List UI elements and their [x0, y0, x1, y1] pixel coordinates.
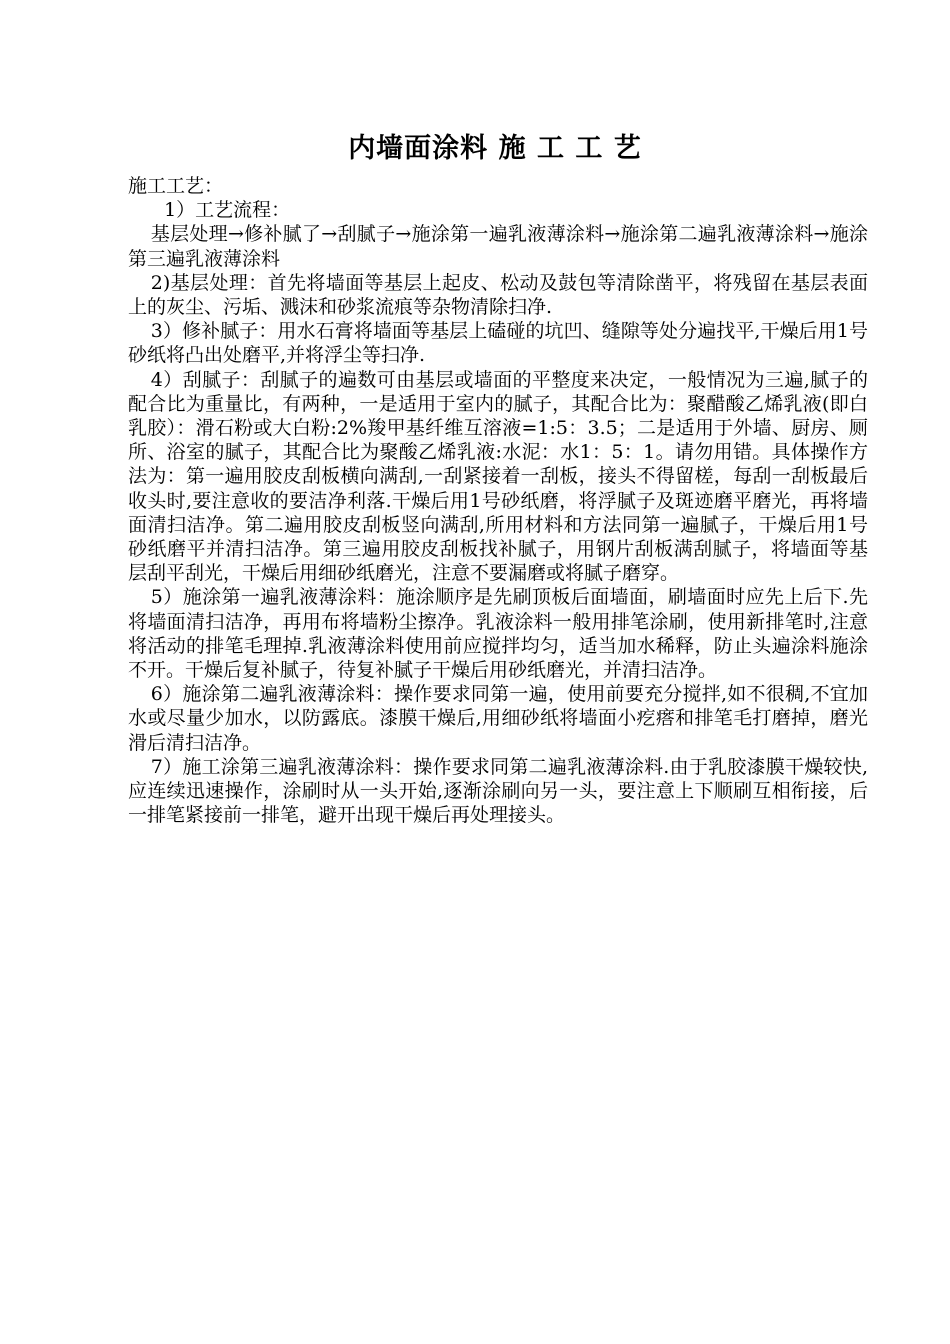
- document-title: 内墙面涂料 施 工 工 艺: [348, 133, 642, 164]
- paragraph-base-treatment: 2)基层处理：首先将墙面等基层上起皮、松动及鼓包等清除凿平，将残留在基层表面上的灰尘、污垢、溅沫和砂浆流痕等杂物清除扫净.: [128, 271, 868, 319]
- paragraph-scrape-putty: 4）刮腻子：刮腻子的遍数可由基层或墙面的平整度来决定，一般情况为三遍,腻子的配合比为重量比，有两种，一是适用于室内的腻子，其配合比为：聚醋酸乙烯乳液(即白乳胶）：滑石粉或大白粉:2%羧甲基纤维互溶液=1:5：3.5；二是适用于外墙、厨房、厕所、浴室的腻子，其配合比为聚酸乙烯乳液:水泥：水1：5：1。请勿用错。具体操作方法为：第一遍用胶皮刮板横向满刮,一刮紧接着一刮板，接头不得留槎，每刮一刮板最后收头时,要注意收的要洁净利落.干燥后用1号砂纸磨，将浮腻子及斑迹磨平磨光，再将墙面清扫洁净。第二遍用胶皮刮板竖向满刮,所用材料和方法同第一遍腻子，干燥后用1号砂纸磨平并清扫洁净。第三遍用胶皮刮板找补腻子，用钢片刮板满刮腻子，将墙面等基层刮平刮光，干燥后用细砂纸磨光，注意不要漏磨或将腻子磨穿。: [128, 368, 868, 585]
- section-heading: 施工工艺：: [128, 175, 224, 197]
- paragraph-first-coat: 5）施涂第一遍乳液薄涂料：施涂顺序是先刷顶板后面墙面，刷墙面时应先上后下.先将墙面清扫洁净，再用布将墙粉尘擦净。乳液涂料一般用排笔涂刷，使用新排笔时,注意将活动的排笔毛理掉.乳液薄涂料使用前应搅拌均匀，适当加水稀释，防止头遍涂料施涂不开。干燥后复补腻子，待复补腻子干燥后用砂纸磨光，并清扫洁净。: [128, 586, 868, 682]
- document-body: [128, 174, 868, 827]
- paragraph-repair-putty: 3）修补腻子：用水石膏将墙面等基层上磕碰的坑凹、缝隙等处分遍找平,干燥后用1号砂纸将凸出处磨平,并将浮尘等扫净.: [128, 320, 868, 367]
- paragraph-second-coat: 6）施涂第二遍乳液薄涂料：操作要求同第一遍，使用前要充分搅拌,如不很稠,不宜加水或尽量少加水，以防露底。漆膜干燥后,用细砂纸将墙面小疙瘩和排笔毛打磨掉，磨光滑后清扫洁净。: [128, 683, 868, 754]
- paragraph-third-coat: 7）施工涂第三遍乳液薄涂料：操作要求同第二遍乳液薄涂料.由于乳胶漆膜干燥较快,应连续迅速操作，涂刷时从一头开始,逐渐涂刷向另一头，要注意上下顺刷互相衔接，后一排笔紧接前一排笔，避开出现干燥后再处理接头。: [128, 755, 868, 827]
- paragraph-process-flow: 基层处理→修补腻了→刮腻子→施涂第一遍乳液薄涂料→施涂第二遍乳液薄涂料→施涂第三遍乳液薄涂料: [128, 223, 868, 270]
- paragraph-process-heading: 1）工艺流程：: [164, 199, 291, 222]
